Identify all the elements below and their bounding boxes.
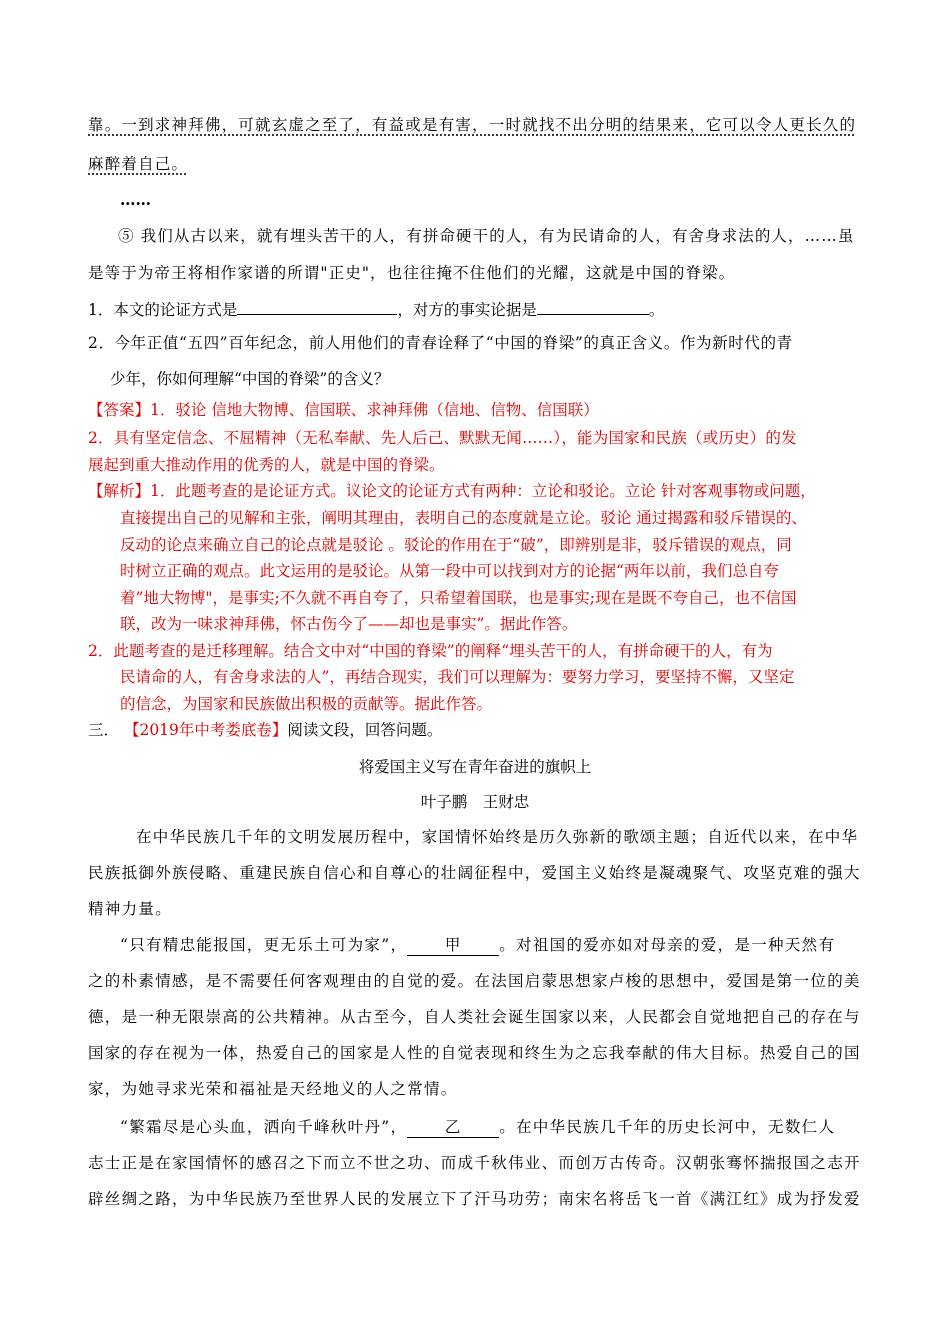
article-paragraph-2 — [120, 935, 835, 956]
article-authors: 叶子鹏 王财忠 — [420, 793, 530, 811]
passage-paragraph-5: 是等于为帝王将相作家谱的所谓"正史"，也往往掩不住他们的光耀，这就是中国的脊梁。 — [88, 264, 736, 282]
analysis-line: 着”地大物博"，是事实;不久就不再自夸了，只希望着国联，也是事实;现在是既不夸自己，也不信国 — [120, 589, 797, 607]
article-paragraph-1: 在中华民族几千年的文明发展历程中，家国情怀始终是历久弥新的歌颂主题；自近代以来，在中华 — [136, 828, 859, 846]
question-1-text: 1．本文的论证方式是 — [88, 301, 238, 319]
article-paragraph-3: 辟丝绸之路，为中华民族乃至世界人民的发展立下了汗马功劳；南宋名将岳飞一首《满江红》成为抒发爱 — [88, 1190, 861, 1208]
article-paragraph-1: 民族抵御外族侵略、重建民族自信心和自尊心的壮阔征程中，爱国主义始终是凝魂聚气、攻坚克难的强大 — [88, 864, 861, 882]
article-title: 将爱国主义写在青年奋进的旗帜上 — [358, 758, 592, 776]
analysis-line: 的信念，为国家和民族做出积极的贡献等。据此作答。 — [120, 695, 493, 713]
answer-line: 2．具有坚定信念、不屈精神（无私奉献、先人后己、默默无闻……），能为国家和民族（或历史）的发 — [88, 429, 797, 447]
section-number: 三． — [88, 721, 120, 739]
analysis-line: 反动的论点来确立自己的论点就是驳论 。驳论的作用在于“破”，即辨别是非，驳斥错误的观点，同 — [120, 536, 792, 554]
paragraph-text: 。对祖国的爱亦如对母亲的爱，是一种天然有 — [499, 936, 836, 954]
analysis-line: 2．此题考查的是迁移理解。结合文中对“中国的脊梁”的阐释“埋头苦干的人，有拼命硬干的人，有为 — [88, 642, 773, 660]
article-paragraph-2: 家，为她寻求光荣和福祉是天经地义的人之常情。 — [88, 1080, 458, 1098]
answer-blank — [537, 298, 649, 315]
paragraph-text: “繁霜尽是心头血，洒向千峰秋叶丹”， — [120, 1118, 408, 1136]
analysis-line: 时树立正确的观点。此文运用的是驳论。从第一段中可以找到对方的论据“两年以前，我们总自夸 — [120, 562, 779, 580]
analysis-line: 直接提出自己的见解和主张，阐明其理由，表明自己的态度就是立论。驳论 通过揭露和驳斥错误的、 — [120, 509, 807, 527]
article-paragraph-3: 志士正是在家国情怀的感召之下而立不世之功、而成千秋伟业、而创万古传奇。汉朝张骞怀揣报国之志开 — [88, 1154, 861, 1172]
section-instruction: 阅读文段，回答问题。 — [287, 721, 443, 739]
section-3-header — [88, 720, 442, 740]
analysis-line: 【解析】1．此题考查的是论证方式。议论文的论证方式有两种：立论和驳论。立论 针对客观事物或问题， — [88, 482, 816, 500]
analysis-line: 联，改为一味求神拜佛，怀古伤今了——却也是事实”。据此作答。 — [120, 615, 578, 633]
question-2: 2．今年正值“五四”百年纪念，前人用他们的青春诠释了“中国的脊梁”的真正含义。作为新时代的青 — [88, 334, 793, 352]
passage-line: 靠。一到求神拜佛，可就玄虚之至了，有益或是有害，一时就找不出分明的结果来，它可以令人更长久的 — [88, 116, 857, 134]
article-paragraph-2: 国家的存在视为一体，热爱自己的国家是人性的自觉表现和终生为之忘我奉献的伟大目标。热爱自己的国 — [88, 1044, 861, 1062]
answer-blank — [237, 298, 397, 315]
article-paragraph-3 — [120, 1117, 835, 1138]
fill-blank-yi: 乙 — [407, 1117, 499, 1138]
question-1-text: ，对方的事实论据是 — [397, 301, 537, 319]
analysis-line: 民请命的人，有舍身求法的人”，再结合现实，我们可以理解为：要努力学习，要坚持不懈，又坚定 — [120, 668, 795, 686]
article-paragraph-1: 精神力量。 — [88, 900, 173, 918]
answer-line: 展起到重大推动作用的优秀的人，就是中国的脊梁。 — [88, 456, 445, 474]
passage-paragraph-5: ⑤ 我们从古以来，就有埋头苦干的人，有拼命硬干的人，有为民请命的人，有舍身求法的人，……虽 — [118, 227, 855, 245]
article-paragraph-2: 德，是一种无限崇高的公共精神。从古至今，自人类社会诞生国家以来，人民都会自觉地把自己的存在与 — [88, 1008, 861, 1026]
paragraph-text: 。在中华民族几千年的历史长河中，无数仁人 — [499, 1118, 836, 1136]
article-paragraph-2: 之的朴素情感，是不需要任何客观理由的自觉的爱。在法国启蒙思想家卢梭的思想中，爱国是第一位的美 — [88, 972, 861, 990]
paragraph-text: “只有精忠能报国，更无乐土可为家”， — [120, 936, 408, 954]
source-tag: 【2019年中考娄底卷】 — [123, 721, 288, 739]
fill-blank-jia: 甲 — [407, 935, 499, 956]
passage-ellipsis: …… — [120, 190, 151, 209]
passage-line: 麻醉着自己。 — [88, 155, 189, 173]
question-1 — [88, 298, 664, 320]
question-1-text: 。 — [648, 301, 665, 319]
question-2: 少年，你如何理解“中国的脊梁”的含义？ — [110, 370, 390, 388]
answer-line: 【答案】1．驳论 信地大物博、信国联、求神拜佛（信地、信物、信国联） — [88, 401, 599, 419]
